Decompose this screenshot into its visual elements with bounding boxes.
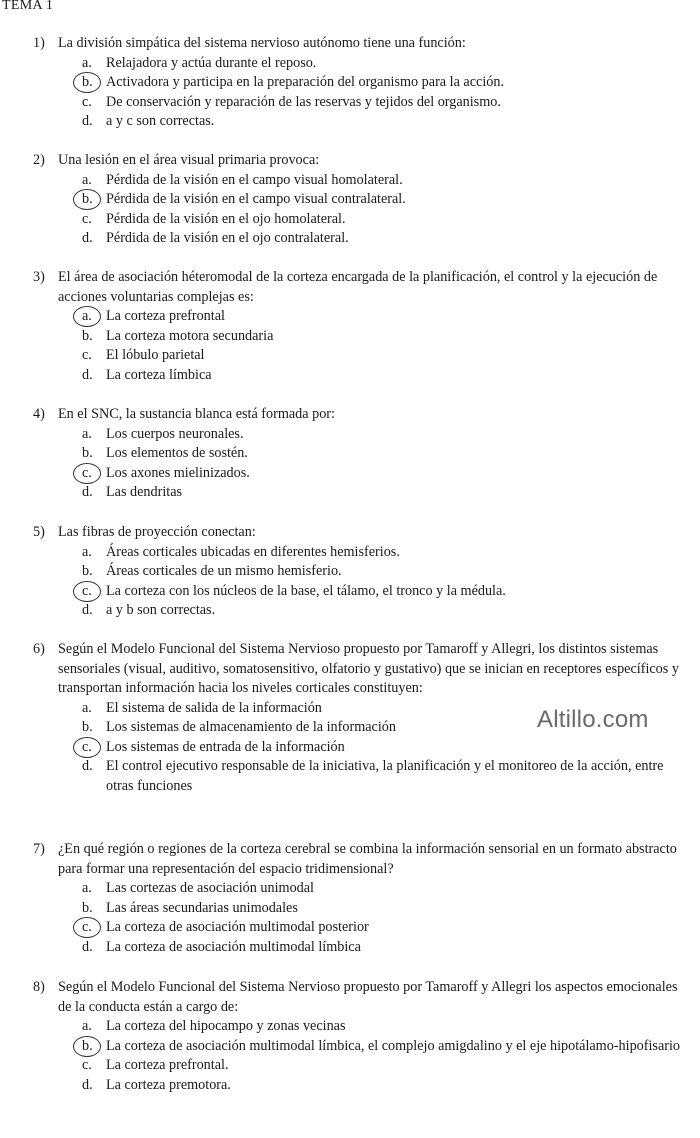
option-letter: d. bbox=[82, 366, 93, 383]
option-d[interactable] bbox=[0, 366, 700, 386]
option-text: La corteza motora secundaria bbox=[106, 327, 274, 344]
option-b[interactable] bbox=[0, 1037, 700, 1057]
option-text: El sistema de salida de la información bbox=[106, 699, 322, 716]
option-letter: d. bbox=[82, 113, 93, 129]
option-text: Los cuerpos neuronales. bbox=[106, 425, 244, 442]
option-letter: b. bbox=[82, 899, 93, 916]
option-text: Las áreas secundarias unimodales bbox=[106, 899, 298, 916]
option-letter-circled: c. bbox=[82, 464, 92, 484]
option-text: a y b son correctas. bbox=[106, 602, 216, 618]
question-8 bbox=[0, 978, 700, 1095]
question-text: En el SNC, la sustancia blanca está formada por: bbox=[58, 406, 335, 422]
option-letter: a. bbox=[82, 1018, 92, 1034]
question-stem bbox=[0, 840, 700, 879]
option-c[interactable] bbox=[0, 210, 700, 230]
question-stem bbox=[0, 978, 700, 1017]
question-text: Las fibras de proyección conectan: bbox=[58, 524, 256, 540]
option-d[interactable] bbox=[0, 938, 700, 958]
question-number: 2) bbox=[33, 152, 45, 168]
question-text: ¿En qué región o regiones de la corteza cerebral se combina la información sensorial en un formato abstracto para formar una representación del espacio tridimensional? bbox=[58, 841, 677, 877]
option-letter-circled: b. bbox=[82, 1037, 93, 1057]
option-text: La corteza premotora. bbox=[106, 1076, 231, 1093]
option-list bbox=[0, 879, 700, 957]
option-text: Las cortezas de asociación unimodal bbox=[106, 880, 314, 896]
option-letter: b. bbox=[82, 445, 93, 461]
option-text: Los sistemas de entrada de la información bbox=[106, 738, 345, 755]
option-letter-circled: b. bbox=[82, 73, 93, 93]
option-text: La corteza del hipocampo y zonas vecinas bbox=[106, 1018, 346, 1034]
option-a[interactable] bbox=[0, 879, 700, 899]
question-number: 5) bbox=[33, 524, 45, 540]
option-text: De conservación y reparación de las reservas y tejidos del organismo. bbox=[106, 93, 501, 110]
option-text: Las dendritas bbox=[106, 484, 183, 500]
option-text: La corteza prefrontal bbox=[106, 308, 225, 324]
option-text: Relajadora y actúa durante el reposo. bbox=[106, 54, 317, 71]
option-d[interactable] bbox=[0, 757, 700, 796]
option-text: Áreas corticales ubicadas en diferentes hemisferios. bbox=[106, 543, 400, 560]
question-number: 7) bbox=[33, 841, 45, 857]
option-text: Los axones mielinizados. bbox=[106, 464, 250, 481]
option-text: El control ejecutivo responsable de la iniciativa, la planificación y el monitoreo de la acción, entre otras funciones bbox=[106, 758, 664, 794]
option-a[interactable] bbox=[0, 307, 700, 327]
option-letter: d. bbox=[82, 938, 93, 955]
option-text: Los sistemas de almacenamiento de la información bbox=[106, 719, 396, 735]
question-4 bbox=[0, 405, 700, 503]
option-list bbox=[0, 1017, 700, 1095]
question-number: 4) bbox=[33, 406, 45, 422]
option-letter: a. bbox=[82, 880, 92, 896]
option-letter: b. bbox=[82, 719, 93, 735]
option-c[interactable] bbox=[0, 738, 700, 758]
option-b[interactable] bbox=[0, 190, 700, 210]
option-b[interactable] bbox=[0, 327, 700, 347]
option-text: a y c son correctas. bbox=[106, 113, 215, 129]
option-text: Pérdida de la visión en el ojo homolateral. bbox=[106, 210, 346, 227]
option-a[interactable] bbox=[0, 171, 700, 191]
option-letter: c. bbox=[82, 1057, 92, 1073]
question-stem bbox=[0, 34, 700, 54]
option-b[interactable] bbox=[0, 73, 700, 93]
question-stem bbox=[0, 268, 700, 307]
question-3 bbox=[0, 268, 700, 385]
question-stem bbox=[0, 640, 700, 699]
question-stem bbox=[0, 405, 700, 425]
option-list bbox=[0, 171, 700, 249]
question-text: Según el Modelo Funcional del Sistema Nervioso propuesto por Tamaroff y Allegri los aspectos emocionales de la conducta están a cargo de: bbox=[58, 979, 678, 1015]
question-7 bbox=[0, 840, 700, 957]
question-text: Una lesión en el área visual primaria provoca: bbox=[58, 152, 320, 168]
option-text: Activadora y participa en la preparación del organismo para la acción. bbox=[106, 74, 504, 90]
option-text: La corteza prefrontal. bbox=[106, 1057, 229, 1073]
question-text: El área de asociación héteromodal de la corteza encargada de la planificación, el control y la ejecución de acciones voluntarias complejas es: bbox=[58, 269, 658, 305]
option-text: La corteza de asociación multimodal límbica bbox=[106, 938, 361, 955]
option-list bbox=[0, 307, 700, 385]
option-letter: a. bbox=[82, 699, 92, 716]
option-d[interactable] bbox=[0, 112, 700, 132]
option-letter-circled: c. bbox=[82, 918, 92, 938]
option-letter: d. bbox=[82, 1076, 93, 1093]
option-c[interactable] bbox=[0, 582, 700, 602]
option-c[interactable] bbox=[0, 346, 700, 366]
option-d[interactable] bbox=[0, 483, 700, 503]
option-letter-circled: a. bbox=[82, 307, 92, 327]
question-text: Según el Modelo Funcional del Sistema Nervioso propuesto por Tamaroff y Allegri, los distintos sistemas sensoriales (visual, auditivo, somatosensitivo, olfatorio y gustativo) que se inician en receptores específicos y transportan información hacia los niveles corticales constituyen: bbox=[58, 641, 679, 696]
option-b[interactable] bbox=[0, 444, 700, 464]
option-letter: a. bbox=[82, 425, 92, 442]
option-text: Los elementos de sostén. bbox=[106, 445, 248, 461]
option-c[interactable] bbox=[0, 93, 700, 113]
page-title: TEMA 1 bbox=[2, 0, 54, 13]
option-c[interactable] bbox=[0, 918, 700, 938]
option-a[interactable] bbox=[0, 543, 700, 563]
option-letter: c. bbox=[82, 93, 92, 110]
option-list bbox=[0, 425, 700, 503]
question-1 bbox=[0, 34, 700, 132]
option-text: La corteza con los núcleos de la base, el tálamo, el tronco y la médula. bbox=[106, 582, 506, 599]
option-list bbox=[0, 54, 700, 132]
option-a[interactable] bbox=[0, 425, 700, 445]
option-b[interactable] bbox=[0, 899, 700, 919]
option-letter: b. bbox=[82, 563, 93, 579]
option-a[interactable] bbox=[0, 54, 700, 74]
option-text: Pérdida de la visión en el ojo contralateral. bbox=[106, 230, 349, 246]
option-d[interactable] bbox=[0, 1076, 700, 1096]
question-number: 1) bbox=[33, 35, 45, 51]
option-letter: d. bbox=[82, 602, 93, 618]
question-number: 8) bbox=[33, 979, 45, 995]
option-c[interactable] bbox=[0, 1056, 700, 1076]
option-letter: d. bbox=[82, 758, 93, 774]
option-text: Áreas corticales de un mismo hemisferio. bbox=[106, 563, 342, 579]
question-2 bbox=[0, 151, 700, 249]
question-stem bbox=[0, 523, 700, 543]
question-number: 3) bbox=[33, 269, 45, 285]
question-5 bbox=[0, 523, 700, 621]
option-text: El lóbulo parietal bbox=[106, 347, 205, 363]
option-letter-circled: b. bbox=[82, 190, 93, 210]
option-letter: a. bbox=[82, 171, 92, 188]
option-d[interactable] bbox=[0, 601, 700, 621]
option-a[interactable] bbox=[0, 1017, 700, 1037]
option-b[interactable] bbox=[0, 562, 700, 582]
option-c[interactable] bbox=[0, 464, 700, 484]
question-text: La división simpática del sistema nervioso autónomo tiene una función: bbox=[58, 35, 466, 51]
option-letter-circled: c. bbox=[82, 738, 92, 758]
option-text: Pérdida de la visión en el campo visual homolateral. bbox=[106, 171, 403, 188]
option-letter: c. bbox=[82, 347, 92, 363]
option-letter: c. bbox=[82, 210, 92, 227]
option-list bbox=[0, 543, 700, 621]
option-letter: d. bbox=[82, 484, 93, 500]
option-text: La corteza de asociación multimodal posterior bbox=[106, 919, 369, 935]
option-letter-circled: c. bbox=[82, 582, 92, 602]
option-text: Pérdida de la visión en el campo visual contralateral. bbox=[106, 191, 406, 207]
option-letter: b. bbox=[82, 327, 93, 344]
option-text: La corteza límbica bbox=[106, 366, 212, 383]
option-letter: d. bbox=[82, 230, 93, 246]
option-letter: a. bbox=[82, 54, 92, 71]
option-d[interactable] bbox=[0, 229, 700, 249]
question-stem bbox=[0, 151, 700, 171]
option-text: La corteza de asociación multimodal límbica, el complejo amigdalino y el eje hipotálamo-hipofisario bbox=[106, 1037, 681, 1054]
watermark-logo: Altillo.com bbox=[537, 706, 649, 733]
option-letter: a. bbox=[82, 543, 92, 560]
question-number: 6) bbox=[33, 641, 45, 657]
